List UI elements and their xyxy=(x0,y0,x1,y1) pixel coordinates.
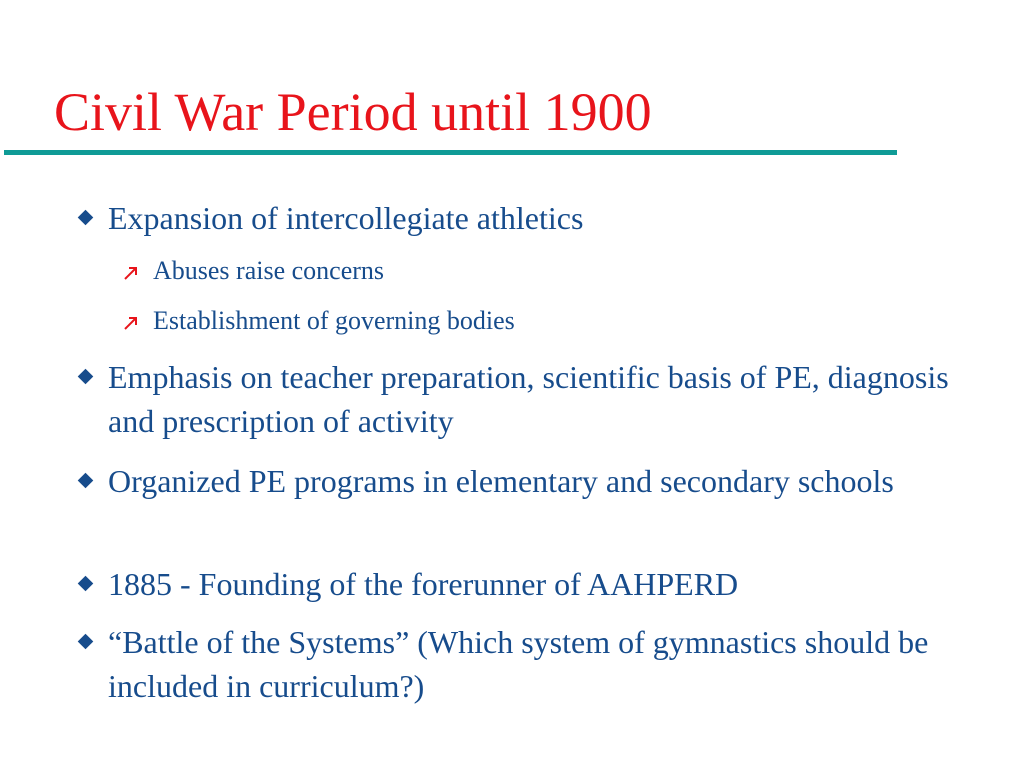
bullet-item-text: 1885 - Founding of the forerunner of AAHPERD xyxy=(108,566,739,602)
bullet-item-2 xyxy=(72,355,982,443)
sub-bullet-text: Establishment of governing bodies xyxy=(153,306,515,335)
diamond-bullet-icon xyxy=(72,636,98,647)
diamond-bullet-icon xyxy=(72,212,98,223)
bullet-item-text: Emphasis on teacher preparation, scientific basis of PE, diagnosis and prescription of activity xyxy=(108,359,949,439)
sub-bullet-item-2 xyxy=(120,304,980,338)
arrow-up-right-icon xyxy=(120,262,142,284)
bullet-item-1 xyxy=(72,196,982,240)
diamond-bullet-icon xyxy=(72,371,98,382)
bullet-item-text: “Battle of the Systems” (Which system of gymnastics should be included in curriculum?) xyxy=(108,624,929,704)
sub-bullet-item-1 xyxy=(120,254,980,288)
bullet-item-5 xyxy=(72,620,982,708)
bullet-item-text: Organized PE programs in elementary and secondary schools xyxy=(108,463,894,499)
sub-bullet-text: Abuses raise concerns xyxy=(153,256,385,285)
arrow-up-right-icon xyxy=(120,312,142,334)
slide-title: Civil War Period until 1900 xyxy=(54,82,652,142)
bullet-item-4 xyxy=(72,562,982,606)
bullet-item-text: Expansion of intercollegiate athletics xyxy=(108,200,584,236)
diamond-bullet-icon xyxy=(72,578,98,589)
bullet-item-3 xyxy=(72,459,982,503)
diamond-bullet-icon xyxy=(72,475,98,486)
